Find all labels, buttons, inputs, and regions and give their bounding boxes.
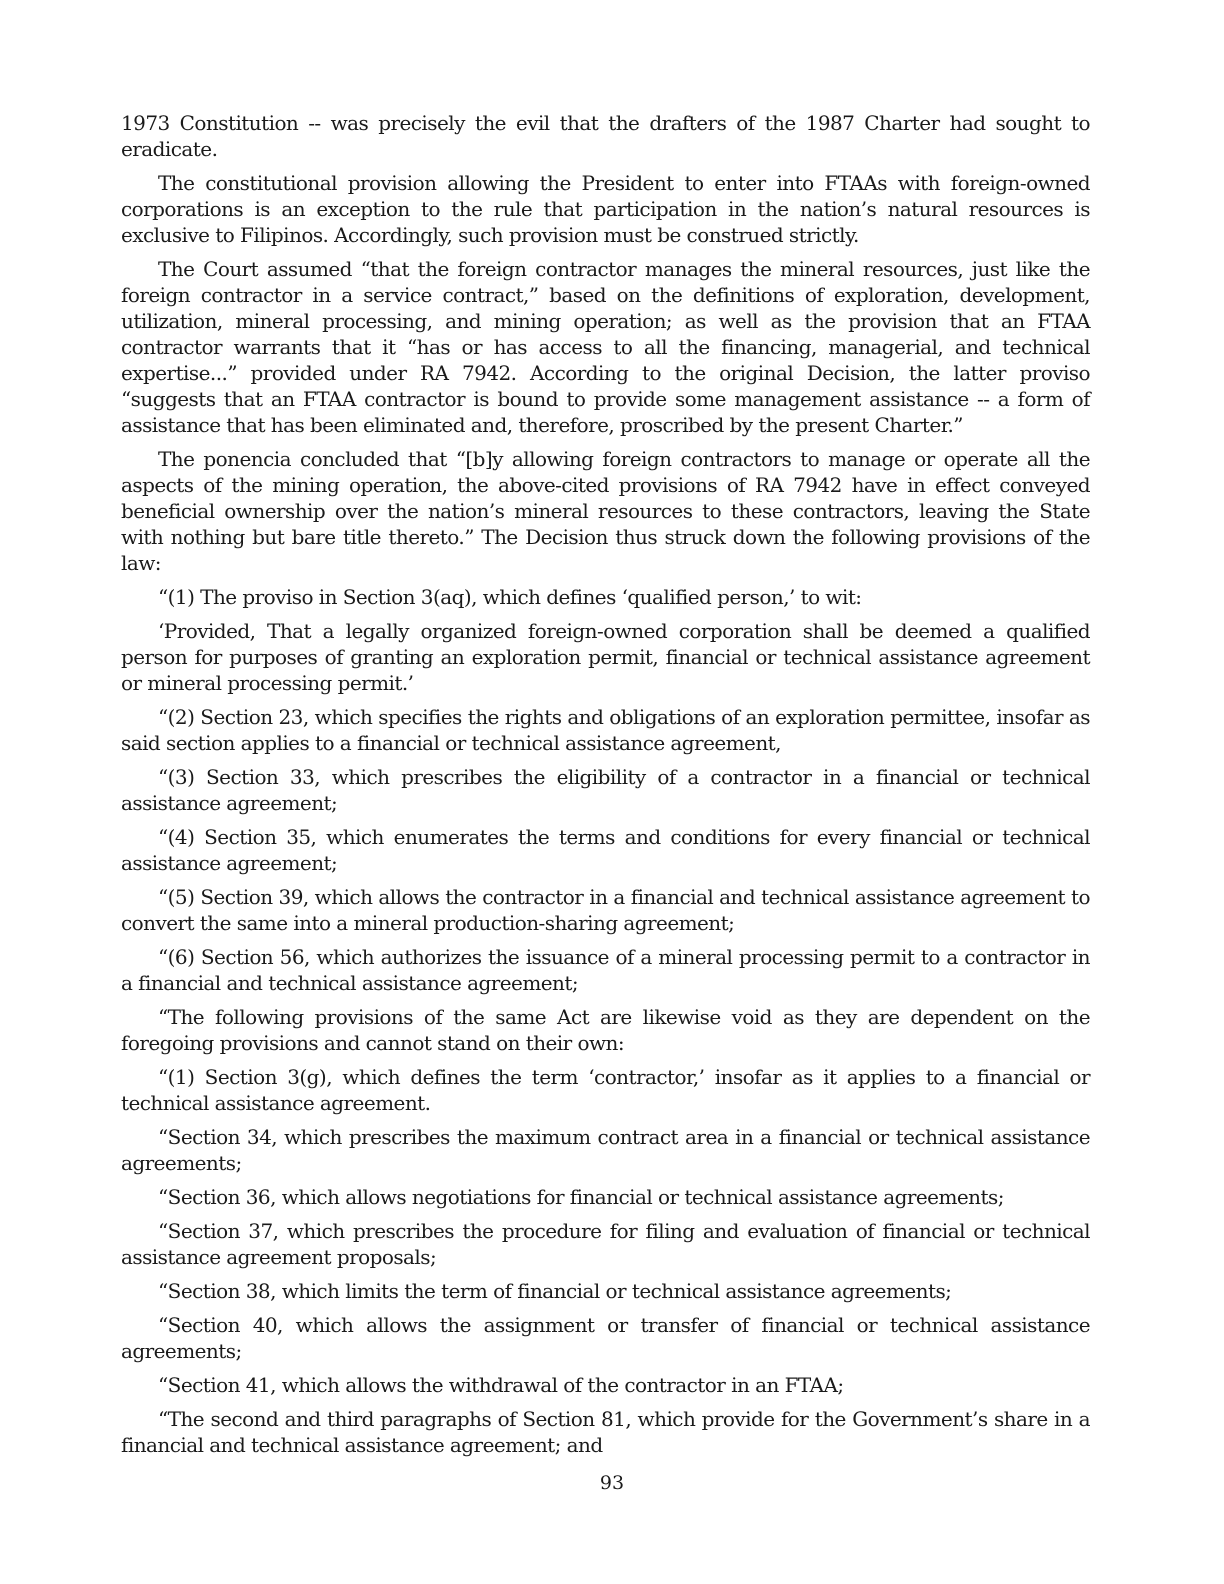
page-number: 93 <box>599 1472 625 1494</box>
quoted-provision: “(3) Section 33, which prescribes the eligibility of a contractor in a financial or technical assistance agreement; <box>121 765 1090 815</box>
quoted-provision: “Section 38, which limits the term of financial or technical assistance agreements; <box>158 1279 952 1303</box>
quoted-provision: “The following provisions of the same Act are likewise void as they are dependent on the foregoing provisions and cannot stand on their own: <box>121 1005 1090 1055</box>
paragraph: The ponencia concluded that “[b]y allowing foreign contractors to manage or operate all the aspects of the mining operation, the above-cited provisions of RA 7942 have in effect conveyed beneficial ownership over the nation’s mineral resources to these contractors, leaving the State with nothing but bare title thereto.” The Decision thus struck down the following provisions of the law: <box>121 447 1090 575</box>
quoted-provision: “Section 40, which allows the assignment or transfer of financial or technical assistance agreements; <box>121 1313 1090 1363</box>
quoted-provision: “Section 41, which allows the withdrawal of the contractor in an FTAA; <box>158 1373 844 1397</box>
quoted-provision: “(5) Section 39, which allows the contractor in a financial and technical assistance agreement to convert the same into a mineral production-sharing agreement; <box>121 885 1090 935</box>
paragraph-continuation: 1973 Constitution -- was precisely the evil that the drafters of the 1987 Charter had sought to eradicate. <box>121 111 1090 161</box>
quoted-provision: “The second and third paragraphs of Section 81, which provide for the Government’s share in a financial and technical assistance agreement; and <box>121 1407 1090 1457</box>
paragraph: The constitutional provision allowing the President to enter into FTAAs with foreign-owned corporations is an exception to the rule that participation in the nation’s natural resources is exclusive to Filipinos. Accordingly, such provision must be construed strictly. <box>121 171 1090 247</box>
quoted-provision: “Section 34, which prescribes the maximum contract area in a financial or technical assistance agreements; <box>121 1125 1090 1175</box>
quoted-provision: “Section 36, which allows negotiations for financial or technical assistance agreements; <box>158 1185 1004 1209</box>
quoted-provision: “(1) The proviso in Section 3(aq), which defines ‘qualified person,’ to wit: <box>158 585 862 609</box>
quoted-provision: “(4) Section 35, which enumerates the terms and conditions for every financial or technical assistance agreement; <box>121 825 1090 875</box>
quoted-provision: “(2) Section 23, which specifies the rights and obligations of an exploration permittee, insofar as said section applies to a financial or technical assistance agreement, <box>121 705 1090 755</box>
quoted-provision: “(6) Section 56, which authorizes the issuance of a mineral processing permit to a contractor in a financial and technical assistance agreement; <box>121 945 1090 995</box>
paragraph: The Court assumed “that the foreign contractor manages the mineral resources, just like the foreign contractor in a service contract,” based on the definitions of exploration, development, utilization, mineral processing, and mining operation; as well as the provision that an FTAA contractor warrants that it “has or has access to all the financing, managerial, and technical expertise...” provided under RA 7942. According to the original Decision, the latter proviso “suggests that an FTAA contractor is bound to provide some management assistance -- a form of assistance that has been eliminated and, therefore, proscribed by the present Charter.” <box>121 257 1090 437</box>
quoted-provision: “Section 37, which prescribes the procedure for filing and evaluation of financial or technical assistance agreement proposals; <box>121 1219 1090 1269</box>
document-body <box>121 110 1090 1466</box>
quoted-provision: ‘Provided, That a legally organized foreign-owned corporation shall be deemed a qualified person for purposes of granting an exploration permit, financial or technical assistance agreement or mineral processing permit.’ <box>121 619 1090 695</box>
quoted-provision: “(1) Section 3(g), which defines the term ‘contractor,’ insofar as it applies to a financial or technical assistance agreement. <box>121 1065 1090 1115</box>
